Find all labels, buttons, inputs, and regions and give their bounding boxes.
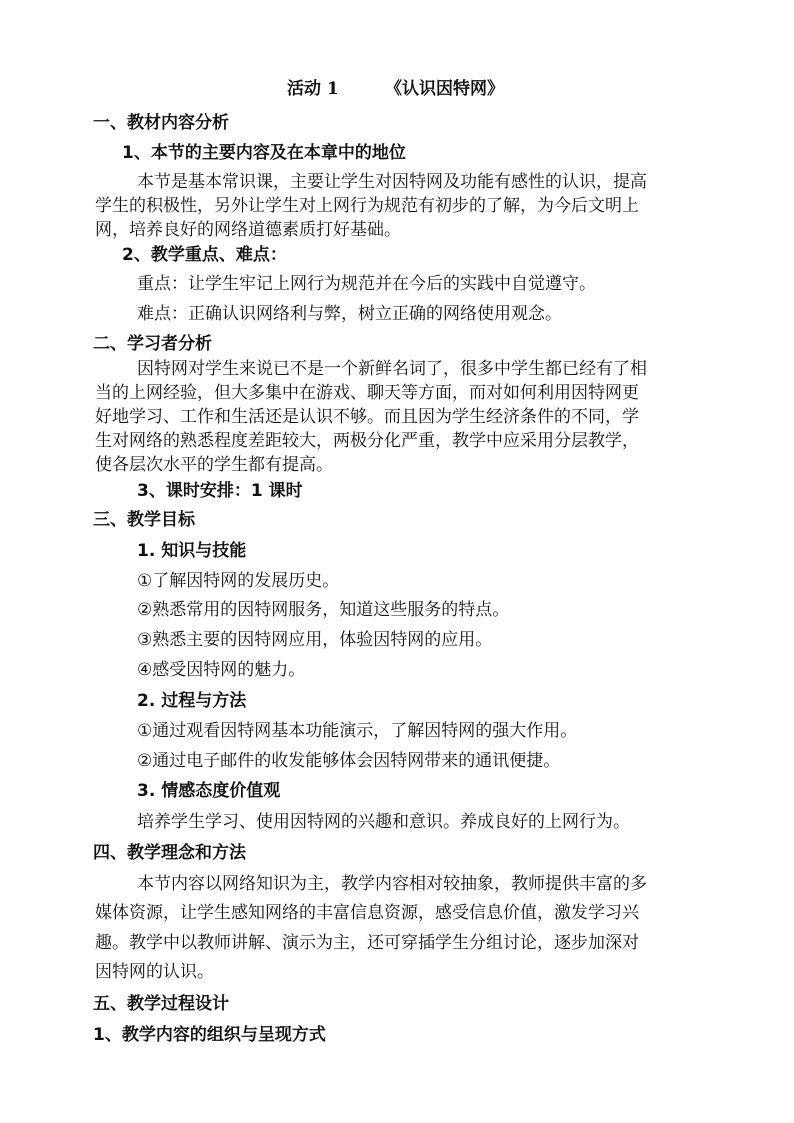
activity-number: 活动 1	[287, 79, 339, 99]
goal-item: ③熟悉主要的因特网应用，体验因特网的应用。	[137, 630, 493, 650]
paragraph-line: 因特网的认识。	[95, 962, 214, 982]
goal-item: ②熟悉常用的因特网服务，知道这些服务的特点。	[137, 600, 510, 620]
class-schedule: 3、课时安排：1 课时	[137, 481, 303, 501]
paragraph-line: 网，培养良好的网络道德素质打好基础。	[95, 220, 401, 240]
section-heading-3: 三、教学目标	[93, 510, 195, 530]
paragraph-line: 本节内容以网络知识为主，教学内容相对较抽象，教师提供丰富的多	[137, 874, 647, 894]
section-heading-2: 二、学习者分析	[93, 334, 212, 354]
subheading-key-difficult: 2、教学重点、难点：	[122, 245, 287, 265]
goal-item: ①了解因特网的发展历史。	[137, 571, 340, 591]
goal-item: ①通过观看因特网基本功能演示，了解因特网的强大作用。	[137, 721, 578, 741]
section-heading-5: 五、教学过程设计	[93, 994, 229, 1014]
goal-attitude-values: 3. 情感态度价值观	[137, 781, 281, 801]
paragraph-line: 好地学习、工作和生活还是认识不够。而且因为学生经济条件的不同，学	[95, 407, 639, 427]
paragraph-line: 使各层次水平的学生都有提高。	[95, 455, 333, 475]
paragraph-line: 趣。教学中以教师讲解、演示为主，还可穿插学生分组讨论，逐步加深对	[95, 933, 639, 953]
goal-knowledge-skills: 1. 知识与技能	[137, 541, 247, 561]
paragraph-line: 媒体资源，让学生感知网络的丰富信息资源，感受信息价值，激发学习兴	[95, 903, 639, 923]
paragraph-line: 学生的积极性，另外让学生对上网行为规范有初步的了解，为今后文明上	[95, 196, 639, 216]
subheading-content-status: 1、本节的主要内容及在本章中的地位	[122, 143, 406, 163]
paragraph-line: 生对网络的熟悉程度差距较大，两极分化严重，教学中应采用分层教学，	[95, 431, 639, 451]
section-heading-1: 一、教材内容分析	[93, 113, 229, 133]
goal-attitude-text: 培养学生学习、使用因特网的兴趣和意识。养成良好的上网行为。	[137, 812, 630, 832]
subheading-organization: 1、教学内容的组织与呈现方式	[93, 1025, 326, 1045]
activity-title: 《认识因特网》	[385, 79, 504, 99]
section-heading-4: 四、教学理念和方法	[93, 843, 246, 863]
goal-process-method: 2. 过程与方法	[137, 691, 247, 711]
paragraph-line: 本节是基本常识课，主要让学生对因特网及功能有感性的认识，提高	[137, 172, 647, 192]
paragraph-line: 当的上网经验，但大多集中在游戏、聊天等方面，而对如何利用因特网更	[95, 383, 639, 403]
goal-item: ④感受因特网的魅力。	[137, 660, 306, 680]
goal-item: ②通过电子邮件的收发能够体会因特网带来的通讯便捷。	[137, 751, 561, 771]
key-point-text: 重点：让学生牢记上网行为规范并在今后的实践中自觉遵守。	[137, 274, 596, 294]
difficult-point-text: 难点：正确认识网络利与弊，树立正确的网络使用观念。	[137, 304, 562, 324]
paragraph-line: 因特网对学生来说已不是一个新鲜名词了，很多中学生都已经有了相	[137, 359, 647, 379]
